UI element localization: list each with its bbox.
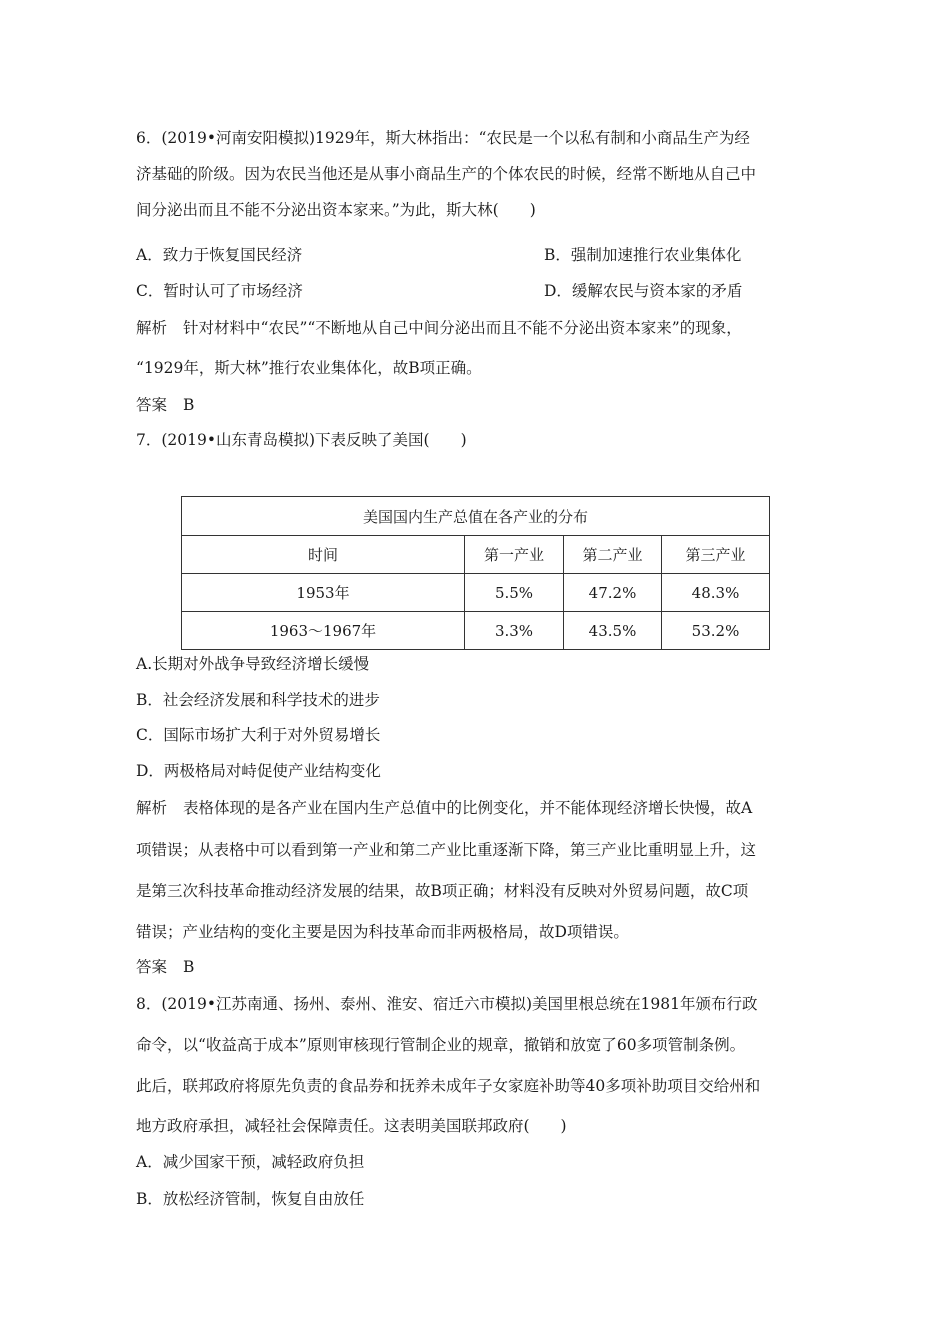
table-header-cell: 第一产业 xyxy=(465,536,564,574)
q6-option-c: C．暂时认可了市场经济 xyxy=(136,282,303,300)
q8-stem-line-2: 命令，以“收益高于成本”原则审核现行管制企业的规章，撤销和放宽了60多项管制条例。 xyxy=(136,1036,746,1054)
table-header-row xyxy=(182,536,770,574)
q6-option-b: B．强制加速推行农业集体化 xyxy=(544,246,742,264)
table-cell: 3.3% xyxy=(465,612,564,650)
q6-answer-line xyxy=(136,395,194,415)
table-header-cell: 第二产业 xyxy=(564,536,662,574)
q7-option-b: B．社会经济发展和科学技术的进步 xyxy=(136,691,380,709)
table-caption-row xyxy=(182,497,770,536)
table-cell: 48.3% xyxy=(662,574,770,612)
q7-analysis-line-4: 错误；产业结构的变化主要是因为科技革命而非两极格局，故D项错误。 xyxy=(136,923,629,941)
q6-analysis-line-1 xyxy=(136,318,742,338)
q6-stem-line-3: 间分泌出而且不能不分泌出资本家来。”为此，斯大林( ) xyxy=(136,201,536,219)
gdp-distribution-table xyxy=(181,496,770,650)
q7-stem: 7．(2019•山东青岛模拟)下表反映了美国( ) xyxy=(136,431,467,449)
q6-option-d: D．缓解农民与资本家的矛盾 xyxy=(544,282,743,300)
table-row xyxy=(182,612,770,650)
q7-analysis-label: 解析 xyxy=(136,799,168,817)
q7-answer-label: 答案 xyxy=(136,958,168,976)
q7-analysis-text-1: 表格体现的是各产业在国内生产总值中的比例变化，并不能体现经济增长快慢，故A xyxy=(183,799,753,817)
table-cell: 1963～1967年 xyxy=(182,612,465,650)
q6-stem-line-2: 济基础的阶级。因为农民当他还是从事小商品生产的个体农民的时候，经常不断地从自己中 xyxy=(136,165,757,183)
q8-stem-line-3: 此后，联邦政府将原先负责的食品券和抚养未成年子女家庭补助等40多项补助项目交给州和 xyxy=(136,1077,761,1095)
table-cell: 47.2% xyxy=(564,574,662,612)
q6-option-row-2 xyxy=(136,281,743,301)
table-row xyxy=(182,574,770,612)
q8-option-b: B．放松经济管制，恢复自由放任 xyxy=(136,1190,365,1208)
q7-analysis-line-3: 是第三次科技革命推动经济发展的结果，故B项正确；材料没有反映对外贸易问题，故C项 xyxy=(136,882,749,900)
table-cell: 5.5% xyxy=(465,574,564,612)
q8-stem-line-4: 地方政府承担，减轻社会保障责任。这表明美国联邦政府( ) xyxy=(136,1117,567,1135)
q6-option-row-1 xyxy=(136,245,742,265)
q7-analysis-line-1 xyxy=(136,798,752,818)
q8-stem-line-1: 8．(2019•江苏南通、扬州、泰州、淮安、宿迁六市模拟)美国里根总统在1981年颁布行政 xyxy=(136,995,758,1013)
q6-answer-label: 答案 xyxy=(136,396,168,414)
table-caption: 美国国内生产总值在各产业的分布 xyxy=(182,497,770,536)
q8-option-a: A．减少国家干预，减轻政府负担 xyxy=(136,1153,365,1171)
table-header-cell: 时间 xyxy=(182,536,465,574)
q7-option-c: C．国际市场扩大利于对外贸易增长 xyxy=(136,726,381,744)
q7-answer-line xyxy=(136,957,194,977)
q6-stem-line-1: 6．(2019•河南安阳模拟)1929年，斯大林指出：“农民是一个以私有制和小商品生产为经 xyxy=(136,129,750,147)
q6-analysis-label: 解析 xyxy=(136,319,168,337)
q7-option-a: A.长期对外战争导致经济增长缓慢 xyxy=(136,655,370,673)
table-cell: 53.2% xyxy=(662,612,770,650)
table-cell: 43.5% xyxy=(564,612,662,650)
q6-answer-value: B xyxy=(183,396,195,414)
q7-option-d: D．两极格局对峙促使产业结构变化 xyxy=(136,762,381,780)
table-cell: 1953年 xyxy=(182,574,465,612)
q7-analysis-line-2: 项错误；从表格中可以看到第一产业和第二产业比重逐渐下降，第三产业比重明显上升，这 xyxy=(136,841,757,859)
q6-analysis-text-1: 针对材料中“农民”“不断地从自己中间分泌出而且不能不分泌出资本家来”的现象， xyxy=(183,319,742,337)
q6-option-a: A．致力于恢复国民经济 xyxy=(136,246,303,264)
q7-answer-value: B xyxy=(183,958,195,976)
table-header-cell: 第三产业 xyxy=(662,536,770,574)
q6-analysis-line-2: “1929年，斯大林”推行农业集体化，故B项正确。 xyxy=(136,359,482,377)
